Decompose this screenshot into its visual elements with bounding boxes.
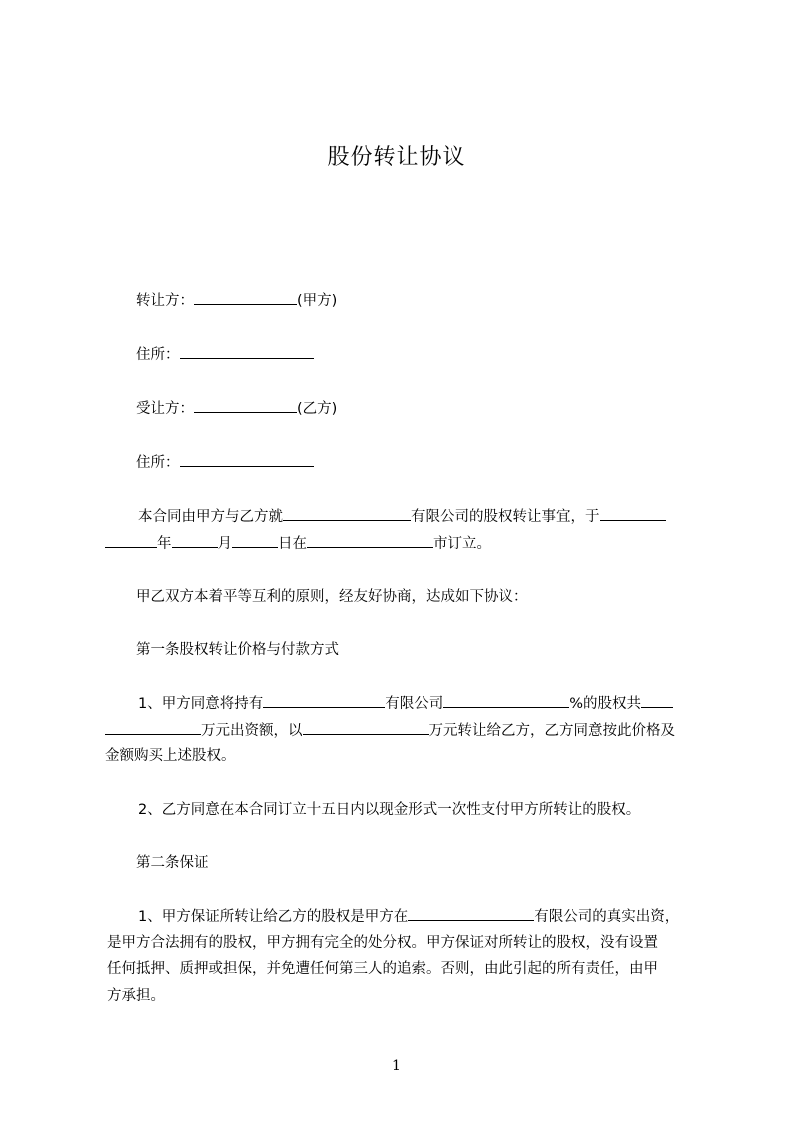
transferee-blank (194, 398, 297, 413)
transferor-label: 转让方： (136, 293, 194, 309)
article2-clause1-line1 (138, 906, 679, 927)
transferee-suffix: (乙方) (297, 401, 338, 417)
page-number: 1 (392, 1058, 401, 1074)
clause1-part5: 万元转让给乙方，乙方同意按此价格及 (428, 723, 675, 739)
transferee-line (136, 398, 337, 419)
share-blank-end (105, 720, 201, 735)
clause1-part3: %的股权共 (569, 696, 642, 712)
transferor-address-blank (180, 344, 314, 359)
clause1-part1: 1、甲方同意将持有 (138, 696, 264, 712)
year-blank-end (105, 533, 157, 548)
intro-line-2 (105, 533, 491, 554)
share-blank-start (641, 693, 673, 708)
guarantee-part1: 1、甲方保证所转让给乙方的股权是甲方在 (138, 909, 409, 925)
guarantee-company-blank (408, 906, 534, 921)
article1-clause1-line3: 金额购买上述股权。 (105, 748, 236, 764)
article1-clause2: 2、乙方同意在本合同订立十五日内以现金形式一次性支付甲方所转让的股权。 (138, 802, 641, 818)
transferor-suffix: (甲方) (297, 293, 338, 309)
guarantee-part2: 有限公司的真实出资， (534, 909, 680, 925)
intro-part4: 月 (217, 536, 232, 552)
transferor-blank (194, 290, 297, 305)
intro-part5: 日在 (278, 536, 307, 552)
city-blank (307, 533, 433, 548)
document-title: 股份转让协议 (327, 145, 466, 170)
transferor-line (136, 290, 337, 311)
transferee-address-line (136, 452, 314, 473)
article2-clause1-line2: 是甲方合法拥有的股权，甲方拥有完全的处分权。甲方保证对所转让的股权，没有设置 (107, 935, 658, 951)
agreement-intro: 甲乙双方本着平等互利的原则，经友好协商，达成如下协议： (136, 589, 528, 605)
intro-part6: 市订立。 (433, 536, 491, 552)
price-blank (303, 720, 429, 735)
year-blank-start (600, 506, 666, 521)
article1-heading: 第一条股权转让价格与付款方式 (136, 642, 339, 658)
transferor-address-line (136, 344, 314, 365)
intro-line-1 (138, 506, 666, 527)
intro-part1: 本合同由甲方与乙方就 (138, 509, 283, 525)
holding-company-blank (263, 693, 385, 708)
article2-clause1-line4: 方承担。 (107, 988, 165, 1004)
article1-clause1-line2 (105, 720, 675, 741)
clause1-part4: 万元出资额，以 (201, 723, 303, 739)
address-label: 住所： (136, 455, 180, 471)
address-label: 住所： (136, 347, 180, 363)
article2-clause1-line3: 任何抵押、质押或担保，并免遭任何第三人的追索。否则，由此引起的所有责任，由甲 (107, 961, 658, 977)
transferee-label: 受让方： (136, 401, 194, 417)
clause1-part2: 有限公司 (385, 696, 444, 712)
month-blank (172, 533, 218, 548)
article2-heading: 第二条保证 (136, 855, 209, 871)
percent-blank (443, 693, 569, 708)
intro-part2: 有限公司的股权转让事宜，于 (411, 509, 600, 525)
day-blank (232, 533, 278, 548)
transferee-address-blank (180, 452, 314, 467)
intro-part3: 年 (157, 536, 172, 552)
company-blank (283, 506, 411, 521)
article1-clause1-line1 (138, 693, 673, 714)
